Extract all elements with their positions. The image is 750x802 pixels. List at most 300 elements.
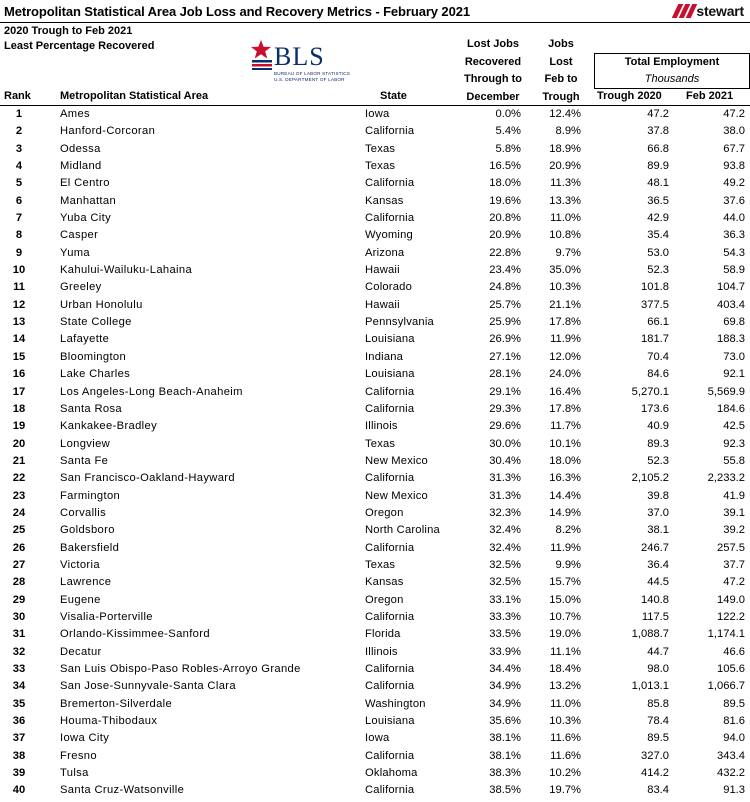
- trough-cell: 101.8: [641, 281, 669, 294]
- page-title: Metropolitan Statistical Area Job Loss and Recovery Metrics - February 2021: [4, 4, 470, 19]
- msa-cell: El Centro: [60, 177, 110, 190]
- lost-cell: 17.8%: [549, 316, 581, 329]
- state-cell: Washington: [365, 697, 426, 710]
- lost-cell: 11.7%: [550, 420, 581, 433]
- msa-cell: Ames: [60, 108, 90, 120]
- recovered-cell: 31.3%: [489, 472, 521, 485]
- feb-cell: 257.5: [717, 541, 745, 554]
- feb-cell: 92.3: [723, 437, 745, 450]
- table-row: [0, 211, 750, 228]
- recovered-cell: 32.4%: [489, 524, 521, 537]
- recovered-cell: 18.0%: [489, 177, 521, 190]
- lost-cell: 15.0%: [549, 593, 581, 606]
- recovered-cell: 33.5%: [489, 628, 521, 641]
- trough-cell: 377.5: [641, 298, 669, 311]
- recovered-cell: 27.1%: [489, 350, 521, 363]
- recovered-cell: 22.8%: [489, 246, 521, 259]
- trough-cell: 35.4: [647, 229, 669, 242]
- feb-cell: 93.8: [723, 160, 745, 173]
- feb-cell: 122.2: [717, 610, 745, 623]
- trough-cell: 66.1: [647, 316, 669, 329]
- lost-cell: 10.8%: [549, 229, 581, 242]
- recovered-cell: 33.3%: [489, 610, 521, 623]
- table-row: [0, 489, 750, 506]
- state-cell: California: [365, 541, 415, 554]
- trough-cell: 98.0: [647, 663, 669, 675]
- column-header-recovered: Lost Jobs Recovered Through to December: [463, 38, 523, 103]
- subtitle-period: 2020 Trough to Feb 2021: [4, 25, 133, 37]
- trough-cell: 140.8: [641, 593, 669, 606]
- table-row: [0, 645, 750, 662]
- msa-cell: Longview: [60, 437, 111, 450]
- trough-cell: 117.5: [641, 610, 669, 623]
- table-row: [0, 783, 750, 800]
- rank-cell: 1: [15, 108, 23, 120]
- recovered-cell: 32.5%: [489, 558, 521, 571]
- feb-cell: 184.6: [717, 402, 745, 415]
- feb-cell: 37.6: [723, 194, 745, 207]
- lost-cell: 11.3%: [550, 177, 581, 190]
- trough-cell: 181.7: [641, 333, 669, 346]
- rank-cell: 31: [12, 628, 26, 641]
- trough-cell: 44.7: [647, 645, 669, 658]
- table-row: [0, 280, 750, 297]
- table-row: [0, 523, 750, 540]
- lost-cell: 19.0%: [549, 628, 581, 641]
- feb-cell: 67.7: [723, 142, 745, 155]
- state-cell: California: [365, 177, 415, 190]
- msa-cell: Corvallis: [60, 506, 107, 519]
- table-row: [0, 593, 750, 610]
- rank-cell: 39: [12, 767, 26, 780]
- rank-cell: 40: [12, 784, 26, 797]
- column-header-state: State: [380, 90, 407, 102]
- state-cell: Kansas: [365, 194, 404, 207]
- header-divider: [0, 105, 750, 106]
- table-row: [0, 610, 750, 627]
- state-cell: Hawaii: [365, 264, 400, 277]
- lost-cell: 18.9%: [549, 142, 581, 155]
- state-cell: Oklahoma: [365, 767, 418, 780]
- recovered-cell: 38.3%: [489, 767, 521, 780]
- trough-cell: 48.1: [647, 177, 669, 190]
- feb-cell: 81.6: [723, 715, 745, 728]
- msa-cell: San Luis Obispo-Paso Robles-Arroyo Grande: [60, 663, 301, 675]
- msa-cell: Lafayette: [60, 333, 110, 346]
- rank-cell: 23: [12, 489, 26, 502]
- table-row: [0, 332, 750, 349]
- lost-cell: 11.6%: [550, 732, 581, 745]
- recovered-cell: 38.1%: [489, 749, 521, 762]
- lost-cell: 24.0%: [549, 368, 581, 381]
- feb-cell: 73.0: [723, 350, 745, 363]
- state-cell: North Carolina: [365, 524, 440, 537]
- state-cell: Iowa: [365, 108, 390, 120]
- recovered-cell: 33.9%: [489, 645, 521, 658]
- msa-cell: Kankakee-Bradley: [60, 420, 158, 433]
- feb-cell: 91.3: [723, 784, 745, 797]
- state-cell: California: [365, 784, 415, 797]
- feb-cell: 49.2: [723, 177, 745, 190]
- trough-cell: 414.2: [641, 767, 669, 780]
- rank-cell: 29: [12, 593, 26, 606]
- trough-cell: 36.5: [647, 194, 669, 207]
- rank-cell: 28: [12, 576, 26, 589]
- msa-cell: Santa Rosa: [60, 402, 122, 415]
- trough-cell: 89.3: [647, 437, 669, 450]
- lost-cell: 11.0%: [550, 697, 581, 710]
- recovered-cell: 23.4%: [489, 264, 521, 277]
- table-row: [0, 402, 750, 419]
- rank-cell: 24: [12, 506, 26, 519]
- recovered-cell: 24.8%: [489, 281, 521, 294]
- state-cell: Colorado: [365, 281, 413, 294]
- table-row: [0, 749, 750, 766]
- state-cell: California: [365, 472, 415, 485]
- feb-cell: 188.3: [717, 333, 745, 346]
- lost-cell: 14.4%: [549, 489, 581, 502]
- recovered-cell: 31.3%: [489, 489, 521, 502]
- feb-cell: 46.6: [723, 645, 745, 658]
- msa-cell: San Francisco-Oakland-Hayward: [60, 472, 235, 485]
- msa-cell: State College: [60, 316, 132, 329]
- feb-cell: 58.9: [723, 264, 745, 277]
- feb-cell: 92.1: [723, 368, 745, 381]
- table-row: [0, 766, 750, 783]
- column-header-msa: Metropolitan Statistical Area: [60, 90, 209, 102]
- rank-cell: 14: [12, 333, 26, 346]
- stewart-logo: [672, 3, 744, 19]
- feb-cell: 42.5: [723, 420, 745, 433]
- table-row: [0, 437, 750, 454]
- trough-cell: 85.8: [647, 697, 669, 710]
- feb-cell: 37.7: [723, 558, 745, 571]
- feb-cell: 69.8: [723, 316, 745, 329]
- bls-logo: [250, 40, 350, 90]
- msa-cell: Odessa: [60, 142, 101, 155]
- column-header-trough: Trough 2020: [597, 90, 662, 102]
- rank-cell: 27: [12, 558, 26, 571]
- rank-cell: 5: [15, 177, 23, 190]
- rank-cell: 37: [12, 732, 26, 745]
- state-cell: Texas: [365, 437, 396, 450]
- feb-cell: 5,569.9: [707, 385, 745, 398]
- bls-star-stripes-icon: [250, 40, 276, 70]
- feb-cell: 41.9: [723, 489, 745, 502]
- recovered-cell: 34.9%: [489, 680, 521, 693]
- feb-cell: 89.5: [723, 697, 745, 710]
- rank-cell: 19: [12, 420, 26, 433]
- state-cell: California: [365, 663, 415, 675]
- state-cell: Wyoming: [365, 229, 413, 242]
- subtitle-ranking: Least Percentage Recovered: [4, 40, 155, 52]
- msa-cell: Bloomington: [60, 350, 127, 363]
- rank-cell: 17: [12, 385, 26, 398]
- total-employment-title: Total Employment: [624, 56, 720, 68]
- msa-cell: Fresno: [60, 749, 97, 762]
- recovered-cell: 16.5%: [489, 160, 521, 173]
- trough-cell: 39.8: [647, 489, 669, 502]
- trough-cell: 37.8: [647, 125, 669, 138]
- state-cell: New Mexico: [365, 454, 428, 467]
- recovered-cell: 38.5%: [489, 784, 521, 797]
- msa-cell: Orlando-Kissimmee-Sanford: [60, 628, 210, 641]
- rank-cell: 26: [12, 541, 26, 554]
- total-employment-unit: Thousands: [644, 73, 700, 85]
- trough-cell: 246.7: [641, 541, 669, 554]
- lost-cell: 9.7%: [555, 246, 581, 259]
- recovered-cell: 20.9%: [489, 229, 521, 242]
- feb-cell: 47.2: [723, 108, 745, 120]
- table-row: [0, 107, 750, 124]
- feb-cell: 47.2: [723, 576, 745, 589]
- recovered-cell: 20.8%: [489, 212, 521, 225]
- rank-cell: 11: [13, 281, 25, 294]
- state-cell: California: [365, 749, 415, 762]
- lost-cell: 11.9%: [550, 333, 581, 346]
- trough-cell: 53.0: [647, 246, 669, 259]
- feb-cell: 1,174.1: [707, 628, 745, 641]
- feb-cell: 432.2: [717, 767, 745, 780]
- lost-cell: 13.2%: [549, 680, 581, 693]
- rank-cell: 33: [12, 663, 26, 675]
- lost-cell: 16.3%: [549, 472, 581, 485]
- state-cell: California: [365, 402, 415, 415]
- state-cell: Illinois: [365, 420, 398, 433]
- column-header-feb: Feb 2021: [686, 90, 734, 102]
- lost-cell: 10.7%: [549, 610, 581, 623]
- table-row: [0, 142, 750, 159]
- lost-cell: 10.1%: [549, 437, 581, 450]
- msa-cell: Victoria: [60, 558, 100, 571]
- lost-cell: 8.2%: [555, 524, 581, 537]
- state-cell: Louisiana: [365, 333, 415, 346]
- trough-cell: 173.6: [641, 402, 669, 415]
- lost-cell: 16.4%: [549, 385, 581, 398]
- table-row: [0, 124, 750, 141]
- table-row: [0, 662, 750, 679]
- table-row: [0, 541, 750, 558]
- lost-cell: 35.0%: [549, 264, 581, 277]
- stewart-logo-mark-icon: [672, 4, 694, 18]
- state-cell: Hawaii: [365, 298, 400, 311]
- table-row: [0, 228, 750, 245]
- msa-cell: Decatur: [60, 645, 102, 658]
- trough-cell: 83.4: [647, 784, 669, 797]
- trough-cell: 2,105.2: [631, 472, 669, 485]
- recovered-cell: 33.1%: [489, 593, 521, 606]
- trough-cell: 36.4: [647, 558, 669, 571]
- trough-cell: 78.4: [647, 715, 669, 728]
- msa-cell: Yuma: [60, 246, 91, 259]
- state-cell: Oregon: [365, 506, 404, 519]
- state-cell: New Mexico: [365, 489, 428, 502]
- bls-logo-text: BLS: [274, 42, 325, 71]
- state-cell: Indiana: [365, 350, 404, 363]
- rank-cell: 7: [15, 212, 23, 225]
- rank-cell: 2: [15, 125, 23, 138]
- rank-cell: 3: [15, 142, 23, 155]
- table-row: [0, 159, 750, 176]
- msa-cell: Bakersfield: [60, 541, 120, 554]
- total-employment-header: [594, 53, 750, 89]
- recovered-cell: 32.4%: [489, 541, 521, 554]
- state-cell: Pennsylvania: [365, 316, 434, 329]
- lost-cell: 18.0%: [549, 454, 581, 467]
- rank-cell: 32: [12, 645, 26, 658]
- lost-cell: 11.1%: [550, 645, 581, 658]
- lost-cell: 20.9%: [549, 160, 581, 173]
- recovered-cell: 32.5%: [489, 576, 521, 589]
- state-cell: Kansas: [365, 576, 404, 589]
- trough-cell: 40.9: [647, 420, 669, 433]
- feb-cell: 149.0: [717, 593, 745, 606]
- table-row: [0, 506, 750, 523]
- lost-cell: 10.2%: [549, 767, 581, 780]
- trough-cell: 52.3: [647, 264, 669, 277]
- rank-cell: 16: [12, 368, 26, 381]
- state-cell: Arizona: [365, 246, 405, 259]
- trough-cell: 47.2: [647, 108, 669, 120]
- recovered-cell: 5.4%: [495, 125, 521, 138]
- recovered-cell: 25.7%: [489, 298, 521, 311]
- trough-cell: 37.0: [647, 506, 669, 519]
- state-cell: Texas: [365, 160, 396, 173]
- title-bar: [0, 0, 750, 23]
- table-row: [0, 298, 750, 315]
- table-row: [0, 367, 750, 384]
- lost-cell: 19.7%: [549, 784, 581, 797]
- trough-cell: 44.5: [647, 576, 669, 589]
- table-row: [0, 714, 750, 731]
- feb-cell: 39.1: [723, 506, 745, 519]
- table-row: [0, 419, 750, 436]
- feb-cell: 55.8: [723, 454, 745, 467]
- msa-cell: Tulsa: [60, 767, 89, 780]
- table-row: [0, 350, 750, 367]
- trough-cell: 89.9: [647, 160, 669, 173]
- feb-cell: 343.4: [717, 749, 745, 762]
- recovered-cell: 28.1%: [489, 368, 521, 381]
- msa-cell: Santa Fe: [60, 454, 109, 467]
- msa-cell: San Jose-Sunnyvale-Santa Clara: [60, 680, 236, 693]
- recovered-cell: 25.9%: [489, 316, 521, 329]
- state-cell: California: [365, 212, 415, 225]
- table-row: [0, 454, 750, 471]
- bls-logo-subtext: BUREAU OF LABOR STATISTICS U.S. DEPARTMENT OF LABOR: [274, 71, 350, 82]
- recovered-cell: 30.4%: [489, 454, 521, 467]
- recovered-cell: 5.8%: [495, 142, 521, 155]
- trough-cell: 5,270.1: [631, 385, 669, 398]
- msa-cell: Hanford-Corcoran: [60, 125, 156, 138]
- rank-cell: 9: [15, 246, 23, 259]
- trough-cell: 1,088.7: [631, 628, 669, 641]
- recovered-cell: 26.9%: [489, 333, 521, 346]
- msa-cell: Bremerton-Silverdale: [60, 697, 173, 710]
- table-row: [0, 575, 750, 592]
- table-row: [0, 471, 750, 488]
- state-cell: Louisiana: [365, 368, 415, 381]
- state-cell: Iowa: [365, 732, 390, 745]
- feb-cell: 54.3: [723, 246, 745, 259]
- lost-cell: 15.7%: [549, 576, 581, 589]
- msa-cell: Eugene: [60, 593, 101, 606]
- recovered-cell: 29.6%: [489, 420, 521, 433]
- recovered-cell: 34.4%: [489, 663, 521, 675]
- table-row: [0, 385, 750, 402]
- state-cell: California: [365, 385, 415, 398]
- recovered-cell: 29.1%: [489, 385, 521, 398]
- recovered-cell: 34.9%: [489, 697, 521, 710]
- state-cell: California: [365, 610, 415, 623]
- table-row: [0, 627, 750, 644]
- state-cell: California: [365, 680, 415, 693]
- recovered-cell: 35.6%: [489, 715, 521, 728]
- state-cell: Texas: [365, 558, 396, 571]
- lost-cell: 10.3%: [549, 281, 581, 294]
- feb-cell: 105.6: [717, 663, 745, 675]
- rank-cell: 10: [12, 264, 26, 277]
- rank-cell: 6: [15, 194, 23, 207]
- rank-cell: 22: [12, 472, 26, 485]
- recovered-cell: 19.6%: [489, 194, 521, 207]
- feb-cell: 94.0: [723, 732, 745, 745]
- msa-cell: Goldsboro: [60, 524, 115, 537]
- lost-cell: 13.3%: [549, 194, 581, 207]
- msa-cell: Manhattan: [60, 194, 117, 207]
- msa-cell: Greeley: [60, 281, 102, 294]
- feb-cell: 2,233.2: [707, 472, 745, 485]
- trough-cell: 84.6: [647, 368, 669, 381]
- rank-cell: 12: [12, 298, 26, 311]
- msa-cell: Urban Honolulu: [60, 298, 143, 311]
- lost-cell: 11.9%: [550, 541, 581, 554]
- msa-cell: Yuba City: [60, 212, 112, 225]
- trough-cell: 38.1: [647, 524, 669, 537]
- state-cell: California: [365, 125, 415, 138]
- rank-cell: 34: [12, 680, 26, 693]
- feb-cell: 44.0: [723, 212, 745, 225]
- stewart-logo-text: stewart: [696, 3, 744, 19]
- lost-cell: 12.0%: [549, 350, 581, 363]
- feb-cell: 36.3: [723, 229, 745, 242]
- msa-cell: Los Angeles-Long Beach-Anaheim: [60, 385, 243, 398]
- rank-cell: 15: [12, 350, 26, 363]
- rank-cell: 4: [15, 160, 23, 173]
- recovered-cell: 0.0%: [495, 108, 521, 120]
- trough-cell: 327.0: [641, 749, 669, 762]
- lost-cell: 9.9%: [555, 558, 581, 571]
- lost-cell: 14.9%: [549, 506, 581, 519]
- lost-cell: 11.6%: [550, 749, 581, 762]
- rank-cell: 35: [12, 697, 26, 710]
- table-row: [0, 246, 750, 263]
- rank-cell: 13: [12, 316, 26, 329]
- table-row: [0, 194, 750, 211]
- recovered-cell: 30.0%: [489, 437, 521, 450]
- state-cell: Illinois: [365, 645, 398, 658]
- msa-cell: Lawrence: [60, 576, 112, 589]
- table-row: [0, 679, 750, 696]
- state-cell: Florida: [365, 628, 401, 641]
- recovered-cell: 38.1%: [489, 732, 521, 745]
- msa-cell: Farmington: [60, 489, 121, 502]
- table-row: [0, 731, 750, 748]
- state-cell: Louisiana: [365, 715, 415, 728]
- feb-cell: 39.2: [723, 524, 745, 537]
- table-row: [0, 558, 750, 575]
- trough-cell: 70.4: [647, 350, 669, 363]
